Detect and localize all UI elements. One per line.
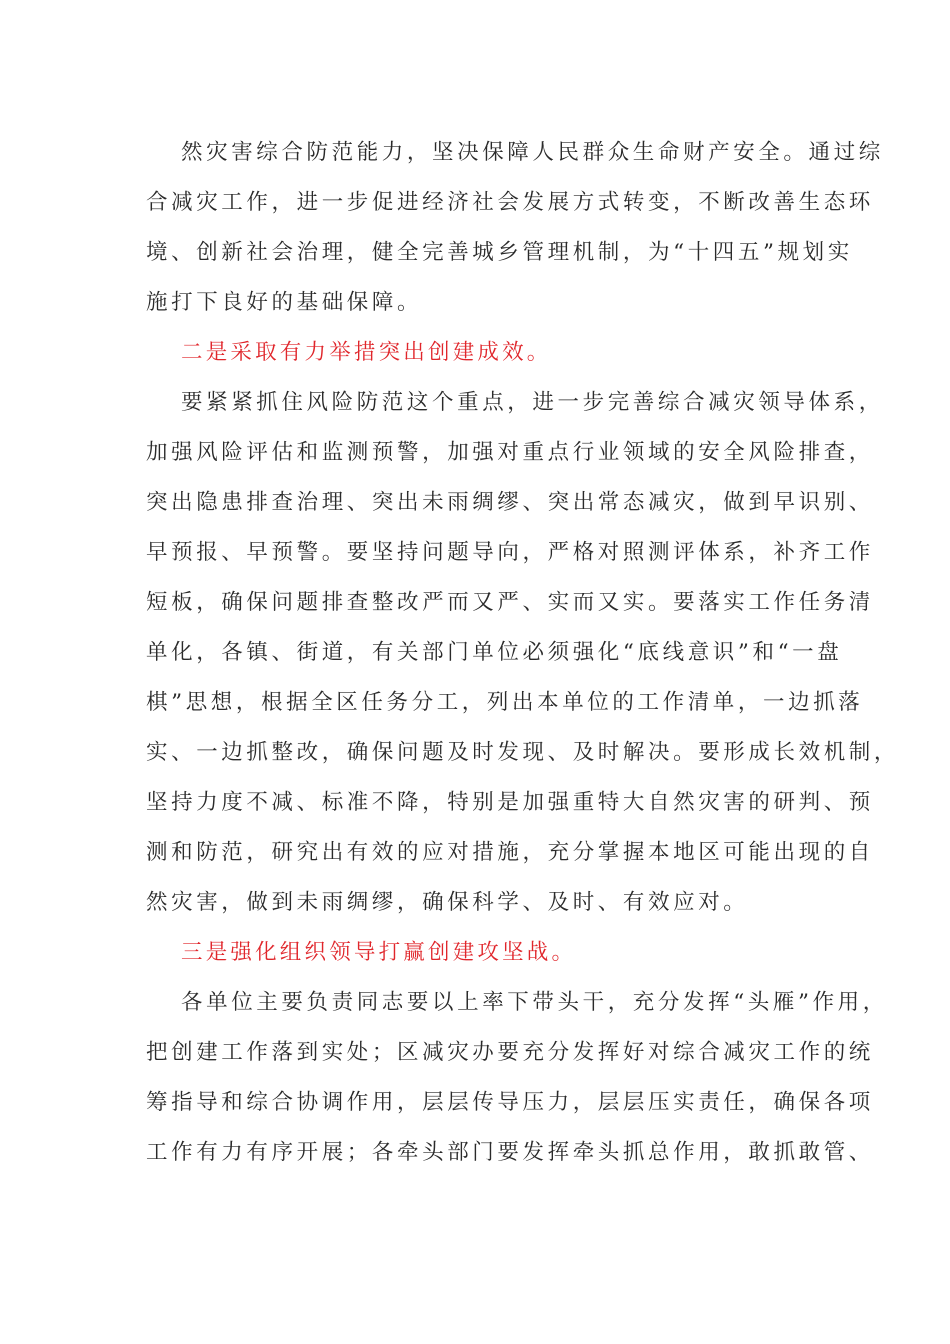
text-line: 合减灾工作，进一步促进经济社会发展方式转变，不断改善生态环	[146, 190, 874, 215]
text-line: 各单位主要负责同志要以上率下带头干，充分发挥“头雁”作用，	[181, 990, 888, 1015]
text-line: 单化，各镇、街道，有关部门单位必须强化“底线意识”和“一盘	[146, 640, 843, 665]
heading-text: 二是采取有力举措突出创建成效。	[181, 340, 552, 365]
section-heading-3	[146, 928, 826, 978]
text-line: 突出隐患排查治理、突出未雨绸缪、突出常态减灾，做到早识别、	[146, 490, 874, 515]
heading-text: 三是强化组织领导打赢创建攻坚战。	[181, 940, 577, 965]
text-line: 短板，确保问题排查整改严而又严、实而又实。要落实工作任务清	[146, 590, 874, 615]
document-body	[146, 128, 900, 1178]
text-line: 要紧紧抓住风险防范这个重点，进一步完善综合减灾领导体系，	[181, 390, 884, 415]
paragraph-continuation	[146, 128, 884, 328]
text-line: 坚持力度不减、标准不降，特别是加强重特大自然灾害的研判、预	[146, 790, 874, 815]
text-line: 施打下良好的基础保障。	[146, 290, 423, 315]
text-line: 棋”思想，根据全区任务分工，列出本单位的工作清单，一边抓落	[146, 690, 864, 715]
paragraph-organization-leadership	[146, 978, 888, 1178]
text-line: 加强风险评估和监测预警，加强对重点行业领域的安全风险排查，	[146, 440, 874, 465]
paragraph-risk-prevention	[146, 378, 900, 928]
text-line: 把创建工作落到实处；区减灾办要充分发挥好对综合减灾工作的统	[146, 1040, 874, 1065]
text-line: 筹指导和综合协调作用，层层传导压力，层层压实责任，确保各项	[146, 1090, 874, 1115]
text-line: 工作有力有序开展；各牵头部门要发挥牵头抓总作用，敢抓敢管、	[146, 1140, 874, 1165]
text-line: 实、一边抓整改，确保问题及时发现、及时解决。要形成长效机制，	[146, 740, 900, 765]
section-heading-2	[146, 328, 826, 378]
text-line: 然灾害，做到未雨绸缪，确保科学、及时、有效应对。	[146, 890, 749, 915]
text-line: 境、创新社会治理，健全完善城乡管理机制，为“十四五”规划实	[146, 240, 853, 265]
text-line: 测和防范，研究出有效的应对措施，充分掌握本地区可能出现的自	[146, 840, 874, 865]
text-line: 然灾害综合防范能力，坚决保障人民群众生命财产安全。通过综	[181, 140, 884, 165]
text-line: 早预报、早预警。要坚持问题导向，严格对照测评体系，补齐工作	[146, 540, 874, 565]
